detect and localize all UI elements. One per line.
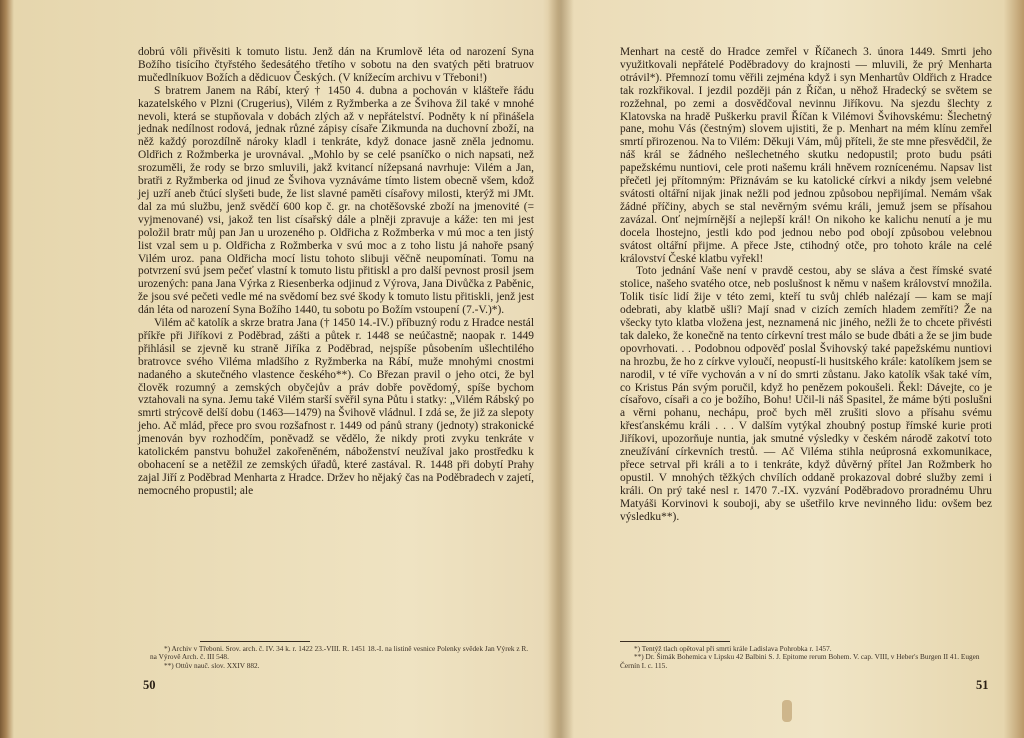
left-footnotes bbox=[150, 645, 534, 670]
footnote-rule bbox=[620, 641, 730, 642]
right-page bbox=[562, 0, 1014, 738]
left-paragraph: Vilém ač katolík a skrze bratra Jana († 1450 14.-IV.) příbuzný rodu z Hradce nestál příkře při Jiříkovi z Poděbrad, zášti a půtek r. 1448 se neúčastně; naopak r. 1449 přihlásil se zjevně ku straně Jiříka z Poděbrad, nejspíše působením ušlechtilého bratrovce svého Viléma mladšího z Ryžmberka na Rábí, muže mnohými cnostmi nadaného a skutečného vlastence českého**). Co Březan pravil o jeho otci, že byl člověk rozumný a zemských obyčejův a práv dobře povědomý, spíše bychom vztahovali na syna. Jemu také Vilém starší svěřil syna Půtu i statky: „Vilém Rábský po smrti strýcově delší dobu (1463—1479) na Švihově vládnul. I zdá se, že již za slepoty jeho. Ač mlád, přece pro svou rozšafnost r. 1449 od pánů strany (jednoty) strakonické jmenován byv rozhodčím, poněvadž se vědělo, že nikdy proti zvyku tenkráte v katolickém panstvu bohužel zakořeněném, náboženství neužíval jako prostředku k obohacení se a netěžil ze zemských úřadů, které zastával. R. 1448 při dobytí Prahy zajal Jiří z Poděbrad Menharta z Hradce. Držev ho nějaký čas na Poděbradech v zajetí, nemocného propustil; ale bbox=[138, 317, 534, 497]
left-body-text bbox=[138, 46, 534, 498]
left-paragraph: dobrú vôli přivěsiti k tomuto listu. Jenž dán na Krumlově léta od narození Syna Božího tisícího čtyřstého šedesátého třetího v sobotu na den svatých pěti bratruov mučedlníkuov Božích a dědicuov Českých. (V knížecím archivu v Třeboni!) bbox=[138, 46, 534, 84]
footnote: **) Ottův nauč. slov. XXIV 882. bbox=[164, 660, 260, 670]
page-number-left: 50 bbox=[143, 678, 156, 692]
right-paragraph: Menhart na cestě do Hradce zemřel v Říčanech 3. února 1449. Smrti jeho využitkovali nepřátelé Poděbradovy do krajnosti — mluvili, že prý Menharta otrávil*). Přemnozí tomu věřili zejména když i syn Menhartův Oldřich z Hradce tak rozkřikoval. I jezdil později pán z Říčan, u něhož Hradecký se světem se rozžehnal, po zemi a dosvědčoval nevinnu Jiříkovu. Na sjezdu šlechty z Klatovska na hradě Puškerku pravil Říčan k Vilémovi Švihovskému: Šlechetný pane, mohu Vás (čestným) slovem ujistiti, že p. Menhart na mém klínu zemřel smrtí přirozenou. Na to Vilém: Děkuji Vám, můj příteli, že ste mne přesvědčil, že náš král se žádného nešlechetného skutku nedopustil; proto budu psáti papežskému nuntiovi, cele proti našemu králi hněvem roznícenému. Napsav list přečetl jej přítomným: Přiznávám se ku katolické církvi a nikdy jsem velebné svátosti oltářní nijak jinak nežli pod jednou způsobou nepřijímal. Nemám však žádné příčiny, abych se stal nevěrným svému králi, jemuž jsem se přísahou zavázal. Onť nejmírnější a nejlepší král! On nikoho ke kalichu nenutí a je mu docela lhostejno, jestli kdo pod jednou nebo pod obojí způsobou velebnou svátost oltářní přijme. A přece Jste, ctihodný otče, pro tohoto krále na celé království České klatbu vyřekl! bbox=[620, 46, 992, 265]
right-body-text bbox=[620, 46, 992, 524]
right-paragraph: Toto jednání Vaše není v pravdě cestou, aby se sláva a čest římské svaté stolice, našeho svatého otce, neb poslušnost k němu v našem království množila. Tolik tisíc lidí žije v této zemi, kteří tu svůj chléb nalézají — kam se mají odebrati, aby klatbě ušli? Mají snad v cizích zemích hladem zemříti? Že na všecky tyto klatba vložena jest, neznamená nic jiného, nežli že to chcete přivésti tak daleko, že konečně na tento církevní trest málo se bude dbáti a že se jim bude opovrhovati. . . Podobnou odpověď poslal Švihovský také papežskému nuntiovi na hrozbu, že ho z církve vyloučí, neopustí-li husitského krále: katolíkem jsem se narodil, v té víře vychován a v ní do smrti zůstanu. Jako katolík však také vím, co Kristus Pán svým poručil, když ho penězem pokoušeli. Řekl: Dávejte, co je císařovo, císaři a co je božího, Bohu! Učil-li náš Spasitel, že máme býti poslušni a věrni pohanu, nechápu, proč bych měl zrušiti slovo a přísahu svému křesťanskému králi . . . V dalším vytýkal zhoubný postup římské kurie proti Jiříkovi, upozorňuje nuntia, jak smutné výsledky v českém národě zakotví toto zneužívání církevních trestů. — Ač Viléma stihla neúprosná exkomunikace, přece setrval při králi a to i tenkráte, když důvěrný přítel Jan Rožmberk ho opustil. V mnohých těžkých chvílích oddaně prokazoval dobré služby zemi i králi. On prý také nesl r. 1470 7.-IX. vyzvání Poděbradovo proradnému Uhru Matyáši Korvinovi k souboji, aby se ušetřilo krve nevinného lidu: ovšem bez výsledku**). bbox=[620, 265, 992, 523]
footnote-rule bbox=[200, 641, 310, 642]
footnote: **) Dr. Šimák Bohemica v Lipsku 42 Balbini S. J. Epitome rerum Bohem. V. cap. VIII, v Heber's Burgen II 41. Eugen Černín I. c. 115. bbox=[620, 652, 980, 670]
footnote: *) Tentýž tlach opětoval při smrti krále Ladislava Pohrobka r. 1457. bbox=[634, 644, 832, 653]
footnote: *) Archiv v Třeboni. Srov. arch. č. IV. 34 k. r. 1422 23.-VIII. R. 1451 18.-I. na listině vesnice Polenky svědek Jan Výrek z R. na Výrově Arch. č. III 548. bbox=[150, 644, 529, 662]
left-page bbox=[10, 0, 556, 738]
page-number-right: 51 bbox=[976, 678, 989, 692]
left-paragraph: S bratrem Janem na Rábí, který † 1450 4. dubna a pochován v klášteře řádu kazatelského v Plzni (Crugerius), Vilém z Ryžmberka a ze Švihova žil také v mnohé nevoli, která se stupňovala v dobách zlých až v nepřátelství. Podněty k ní přinášela jednak nedílnost rodová, jednak různé zápisy císaře Zikmunda na duchovní zboží, na něž každý porozdílně nároky kladl i tenkráte, když donace jasně zněla jednomu. Oldřich z Rožmberka je urovnával. „Mohlo by se celé psaníčko o nich napsati, než srozuměli, že rody se brzo smluvili, jakž kvitancí nížepsaná navrhuje: Vilém a Jan, bratři z Ryžmberka od jinud ze Švihova vyznáváme tímto listem obecně všem, kdož jej uzří aneb čtúcí slyšeti bude, že list slavné paměti císařovy milosti, kterýž mi JMt. dal za mú službu, jenž svědčí 600 kop č. gr. na chotěšovské zboží na jmenovité (= vyjmenované) vsi, jakož ten list císařský dále a plněji zpravuje a káže: ten mi jest položil bratr můj pan Jan u urozeného p. Oldřicha z Rožmberka v mú moc a ten jistý list vzal sem u p. Oldřicha z Rožmberka v svú moc a z toho listu já nahoře psaný Vilém uroz. pana Oldřicha mocí listu tohoto slibuji věčně neupomínati. Tomu na potvrzení svú jsem pečeť vlastní k tomuto listu přitiskl a pro další pevnost prosil jsem urozených: pana Jana Výrka z Riesenberka odjinud z Výrova, Jana Divůčka z Paběnic, že jsou své pečeti vedle mé na svědomí bez své škody k tomuto listu přitiskli, jenž jest dán léta od narození Syna Božího 1440, tu sobotu po Božím vstoupení (7.-V.)*). bbox=[138, 84, 534, 317]
paper-stain bbox=[782, 700, 792, 722]
right-footnotes bbox=[620, 645, 992, 670]
